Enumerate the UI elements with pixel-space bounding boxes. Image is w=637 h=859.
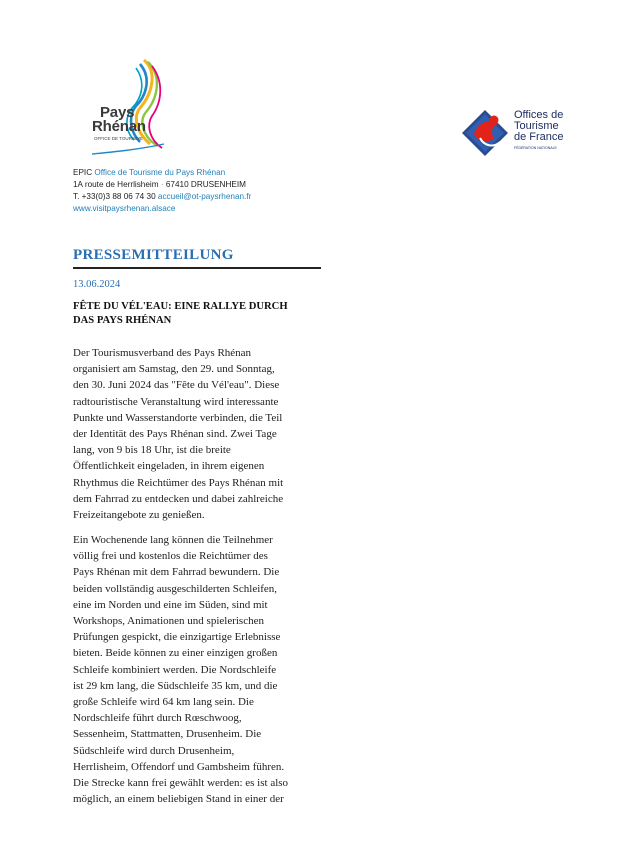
text-line: eine im Norden und eine im Süden, sind mit [73, 598, 268, 611]
address-block [73, 167, 251, 215]
website-line [73, 203, 251, 215]
pays-rhenan-logo [88, 58, 168, 158]
paragraph-2 [73, 532, 323, 807]
document-title: PRESSEMITTEILUNG [73, 247, 234, 263]
headline-line: DAS PAYS RHÉNAN [73, 315, 172, 326]
text-line: der Identität des Pays Rhénan sind. Zwei Tage [73, 428, 277, 441]
text-line: Südschleife wird durch Drusenheim, [73, 744, 235, 757]
text-line: Nordschleife führt durch Rœschwoog, [73, 712, 242, 725]
text-line: Öffentlichkeit eingeladen, in ihrem eigenen [73, 460, 265, 473]
logo-pays-text: Pays [100, 104, 135, 121]
text-line: Ein Wochenende lang können die Teilnehmer [73, 534, 273, 546]
email-link[interactable]: accueil@ot-paysrhenan.fr [157, 192, 252, 201]
text-line: den 30. Juni 2024 das "Fête du Vél'eau". Diese [73, 379, 280, 392]
website-link[interactable]: www.visitpaysrhenan.alsace [73, 204, 176, 213]
text-line: beiden vollständig ausgeschilderten Schleifen, [73, 582, 278, 595]
text-line: radtouristische Veranstaltung wird interessante [73, 395, 279, 408]
org-line [73, 167, 251, 179]
text-line: möglich, an einem beliebigen Stand in einer der [73, 793, 284, 806]
text-line: Rhythmus die Reichtümer des Pays Rhénan mit [73, 476, 284, 489]
text-line: Pays Rhénan mit dem Fahrrad bewundern. Die [73, 566, 280, 579]
otf-line1: Offices de [514, 109, 564, 121]
contact-line [73, 191, 251, 203]
text-line: Workshops, Animationen und spielerischen [73, 615, 264, 628]
paragraph-1 [73, 345, 323, 523]
org-prefix: EPIC [73, 168, 93, 177]
street: 1A route de Herrlisheim [73, 180, 159, 189]
address-separator: · [160, 180, 164, 189]
headline-line: FÊTE DU VÉL'EAU: EINE RALLYE DURCH [73, 301, 288, 312]
street-line [73, 179, 251, 191]
title-divider [73, 267, 321, 269]
otf-line3: de France [514, 131, 564, 143]
text-line: große Schleife wird 64 km lang sein. Die [73, 696, 254, 709]
logo-tagline: OFFICE DE TOURISME [94, 136, 143, 141]
otf-tagline: FÉDÉRATION NATIONALE [514, 146, 557, 150]
text-line: ist 29 km lang, die Südschleife 35 km, und die [73, 679, 278, 692]
otf-emblem-icon [460, 108, 510, 158]
text-line: völlig frei und kostenlos die Reichtümer des [73, 550, 268, 563]
text-line: lang, von 9 bis 18 Uhr, ist die breite [73, 444, 231, 457]
text-line: Freizeitangebote zu genießen. [73, 509, 205, 522]
release-date: 13.06.2024 [73, 279, 121, 290]
otf-line2: Tourisme [514, 120, 559, 132]
text-line: Prüfungen gespickt, die einzigartige Erlebnisse [73, 631, 281, 644]
logo-rhenan-text: Rhénan [92, 118, 146, 135]
text-line: Die Strecke kann frei gewählt werden: es ist also [73, 777, 289, 790]
text-line: Sessenheim, Stattmatten, Drusenheim. Die [73, 728, 262, 741]
text-line: organisiert am Samstag, den 29. und Sonntag, [73, 363, 275, 376]
headline [73, 300, 323, 328]
text-line: Herrlisheim, Offendorf und Gambsheim führen. [73, 760, 285, 773]
offices-de-tourisme-logo [460, 108, 570, 158]
text-line: Der Tourismusverband des Pays Rhénan [73, 347, 252, 359]
city: 67410 DRUSENHEIM [165, 180, 246, 189]
phone: T. +33(0)3 88 06 74 30 [73, 192, 156, 201]
org-name: Office de Tourisme du Pays Rhénan [94, 168, 226, 177]
text-line: dem Fahrrad zu entdecken und dabei zahlreiche [73, 492, 284, 505]
text-line: bieten. Beide können zu einer einzigen großen [73, 647, 278, 660]
text-line: Punkte und Wasserstandorte verbinden, die Teil [73, 411, 283, 424]
text-line: Schleife kombiniert werden. Die Nordschleife [73, 663, 277, 676]
